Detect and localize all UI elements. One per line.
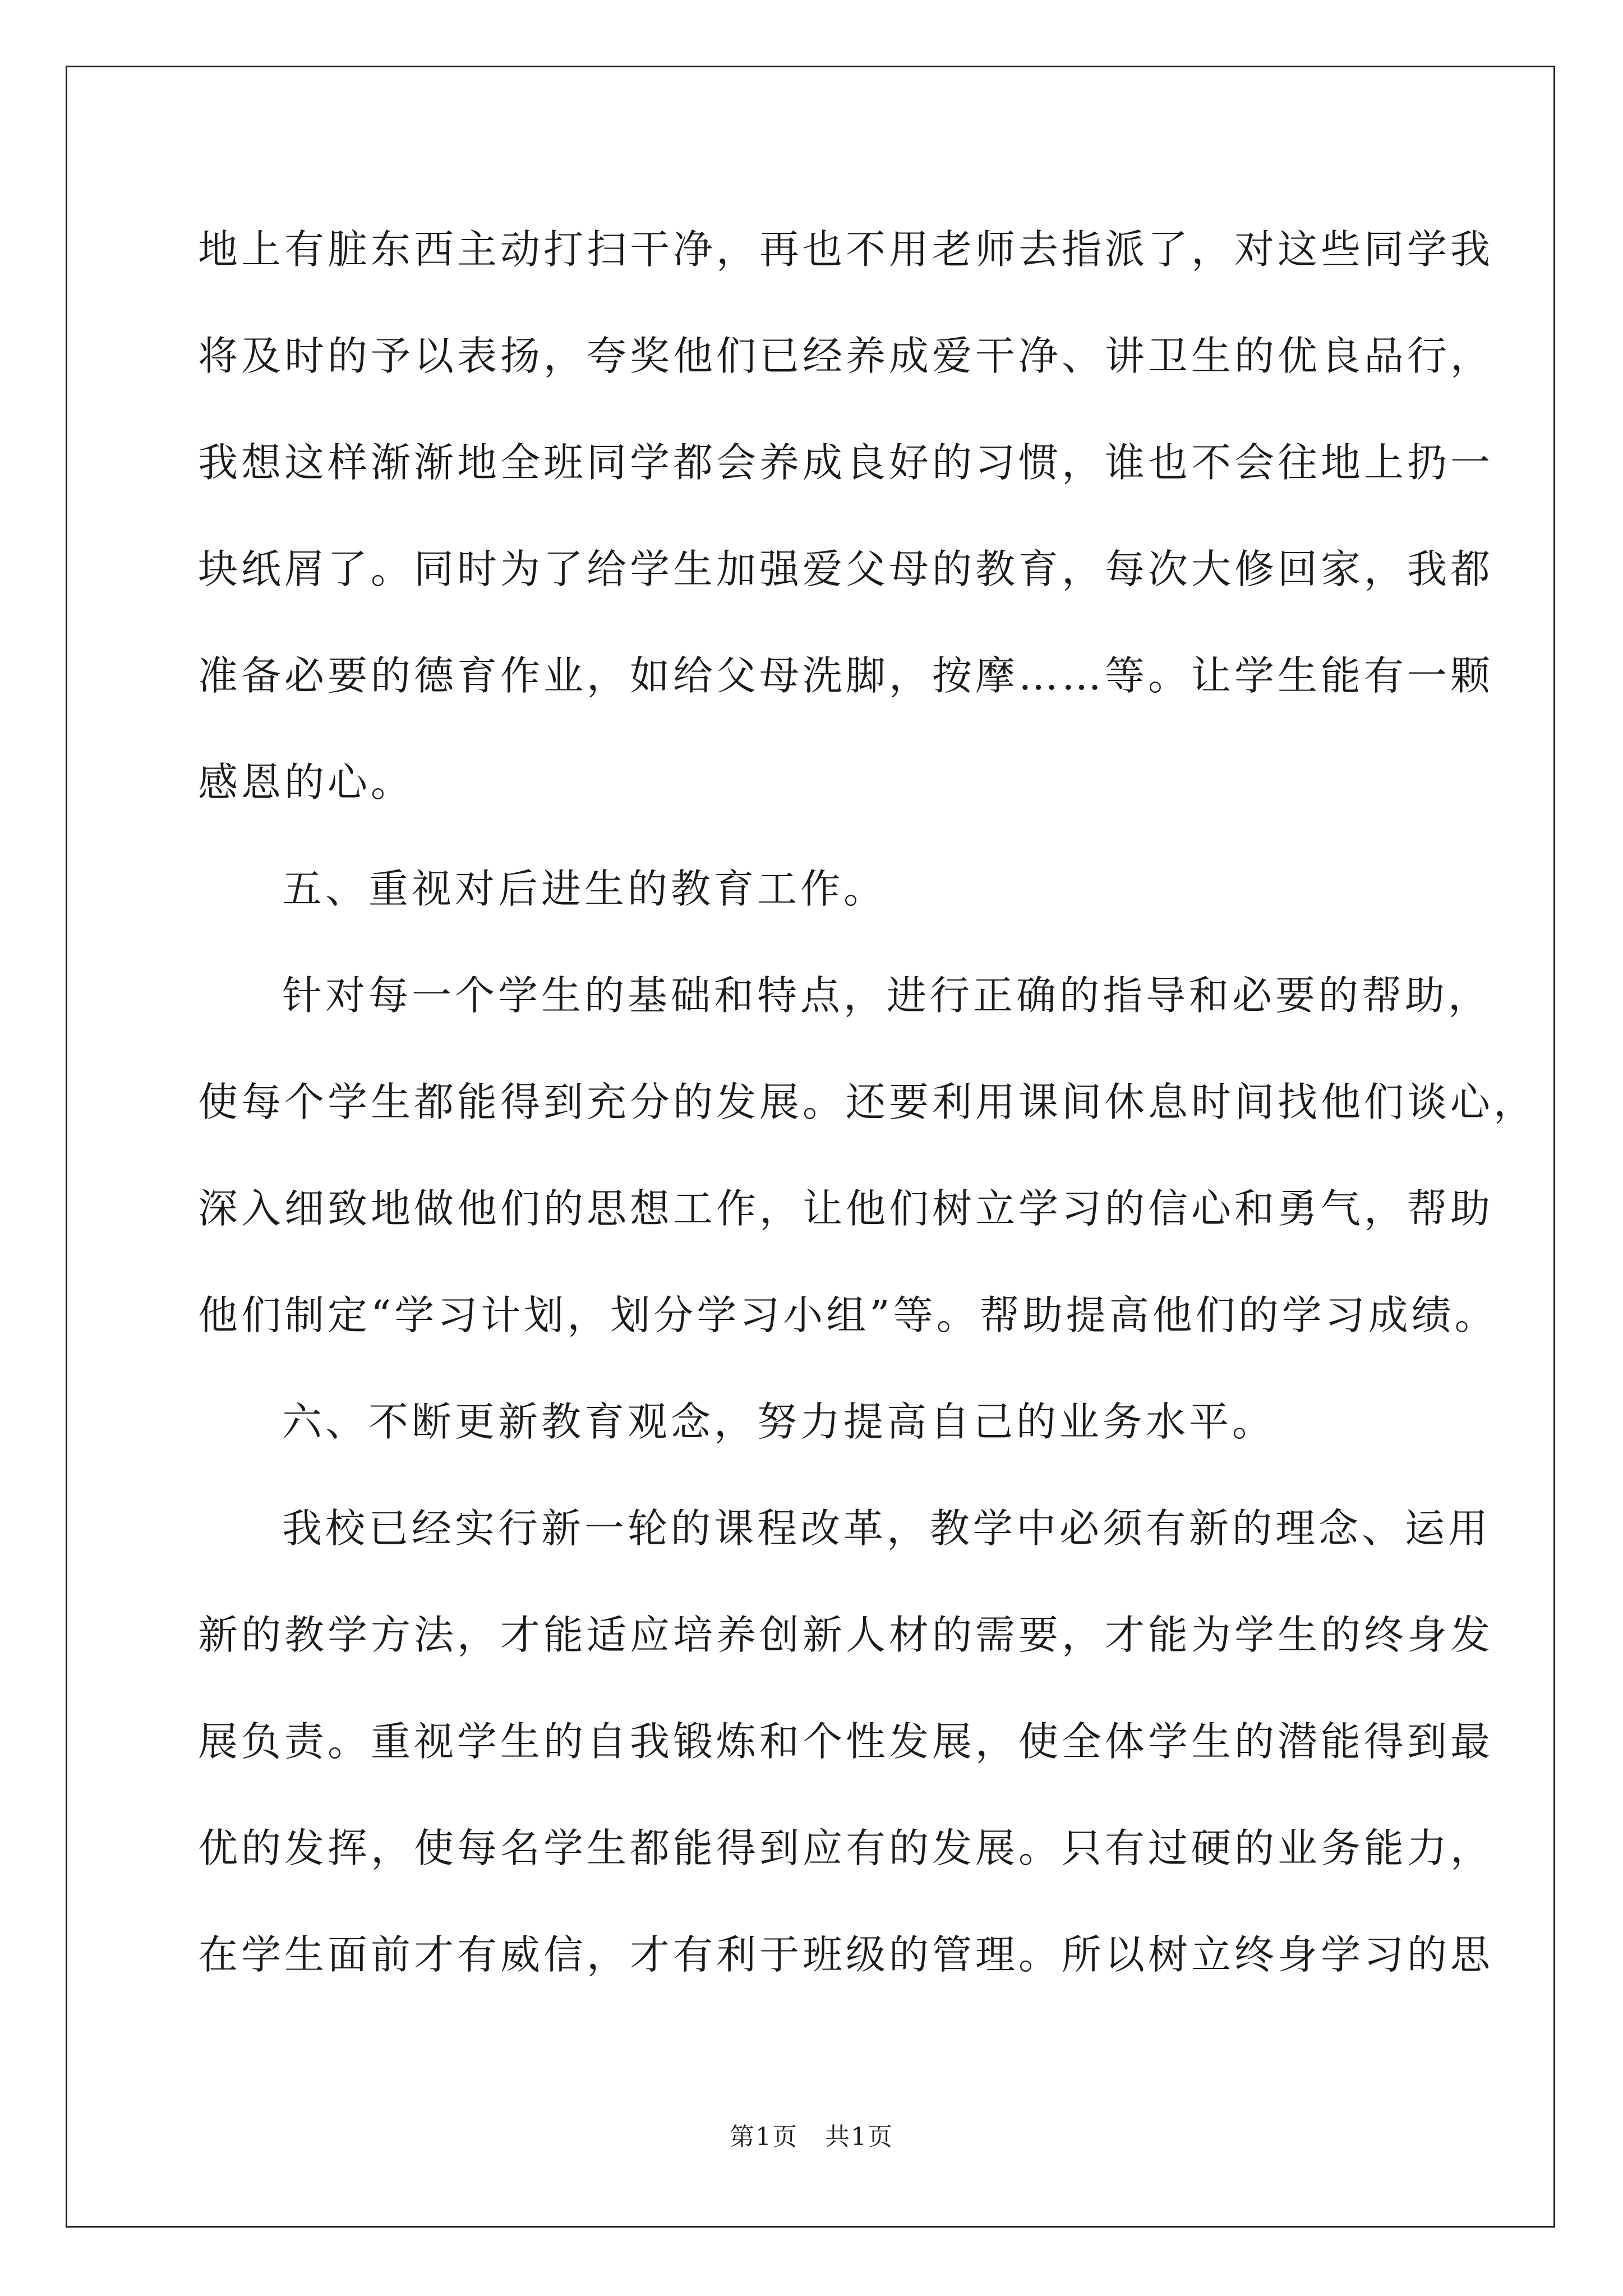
text-line: 块纸屑了。同时为了给学生加强爱父母的教育，每次大修回家，我都 xyxy=(198,546,1494,592)
text-line: 使每个学生都能得到充分的发展。还要利用课间休息时间找他们谈心， xyxy=(198,1079,1537,1125)
text-line: 我想这样渐渐地全班同学都会养成良好的习惯，谁也不会往地上扔一 xyxy=(198,439,1494,486)
text-line: 展负责。重视学生的自我锻炼和个性发展，使全体学生的潜能得到最 xyxy=(198,1718,1494,1765)
text-line: 感恩的心。 xyxy=(198,759,414,806)
section-heading: 五、重视对后进生的教育工作。 xyxy=(282,866,887,912)
text-line: 深入细致地做他们的思想工作，让他们树立学习的信心和勇气，帮助 xyxy=(198,1185,1494,1232)
page-total: 共1页 xyxy=(825,2123,893,2151)
text-line: 准备必要的德育作业，如给父母洗脚，按摩……等。让学生能有一颗 xyxy=(198,652,1494,699)
section-heading: 六、不断更新教育观念，努力提高自己的业务水平。 xyxy=(282,1398,1276,1445)
text-line: 在学生面前才有威信，才有利于班级的管理。所以树立终身学习的思 xyxy=(198,1931,1494,1978)
text-line: 我校已经实行新一轮的课程改革，教学中必须有新的理念、运用 xyxy=(282,1505,1492,1552)
text-line: 新的教学方法，才能适应培养创新人材的需要，才能为学生的终身发 xyxy=(198,1612,1494,1658)
page-frame xyxy=(66,66,1555,2228)
page-number: 第1页 xyxy=(730,2123,798,2151)
text-line: 他们制定“学习计划，划分学习小组”等。帮助提高他们的学习成绩。 xyxy=(198,1292,1498,1338)
page-footer xyxy=(0,2120,1623,2154)
text-line: 优的发挥，使每名学生都能得到应有的发展。只有过硬的业务能力， xyxy=(198,1825,1494,1871)
text-line: 地上有脏东西主动打扫干净，再也不用老师去指派了，对这些同学我 xyxy=(198,226,1494,273)
text-line: 将及时的予以表扬，夸奖他们已经养成爱干净、讲卫生的优良品行， xyxy=(198,333,1494,379)
text-line: 针对每一个学生的基础和特点，进行正确的指导和必要的帮助， xyxy=(282,972,1492,1019)
